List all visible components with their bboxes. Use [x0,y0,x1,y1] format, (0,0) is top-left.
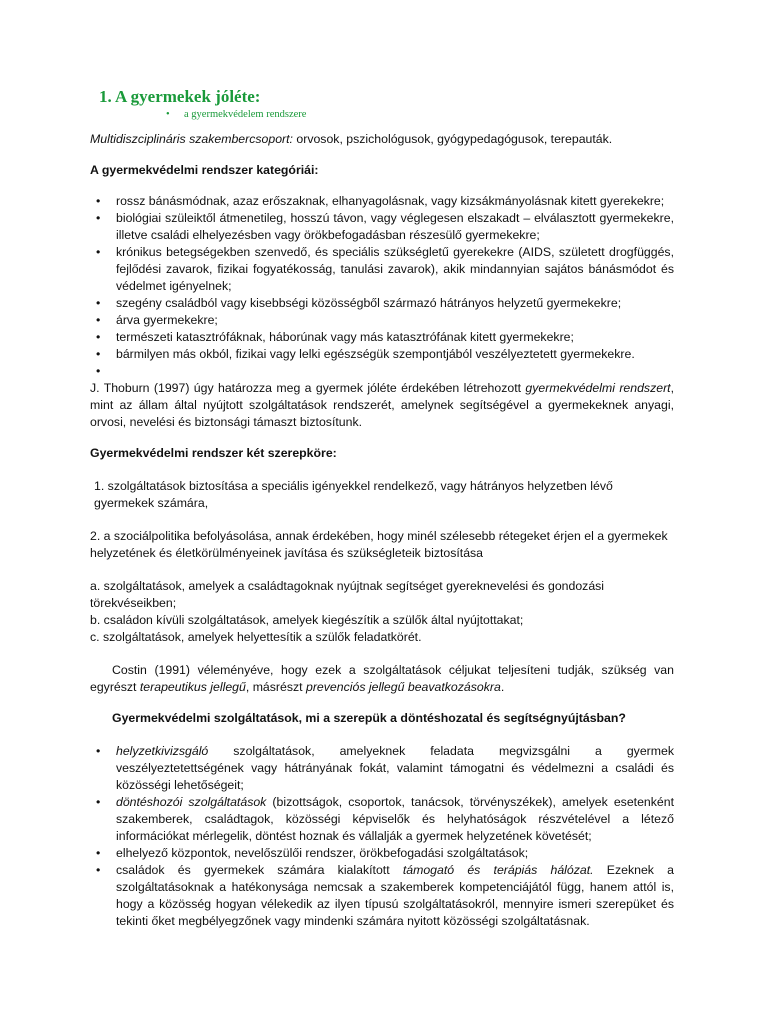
costin-italic-1: terapeutikus jellegű [139,680,246,694]
question-heading: Gyermekvédelmi szolgáltatások, mi a szerepük a döntéshozatal és segítségnyújtásban? [112,711,626,725]
category-text: bármilyen más okból, fizikai vagy lelki egészségük szempontjából veszélyeztetett gyermekekre. [116,347,635,361]
bullet-icon: • [96,364,101,378]
services-list [90,578,674,646]
sub-bullet-text: a gyermekvédelem rendszere [184,109,307,120]
sub-bullet-item [166,108,674,121]
category-text: természeti katasztrófáknak, háborúnak vagy más katasztrófának kitett gyermekekre; [116,330,574,344]
bullet-icon: • [96,347,101,361]
bullet-icon: • [96,211,101,225]
service-role-italic: döntéshozói szolgáltatások [116,795,267,809]
costin-italic-2: prevenciós jellegű beavatkozásokra [306,680,501,694]
bullet-icon: • [96,330,101,344]
service-role-text: szolgáltatások, amelyeknek feladata megvizsgálni a gyermek veszélyeztetettségének vagy hátrányának fokát, valamint támogatni és védelmezni a családi és közösségi lehetőségeit; [116,744,674,792]
category-text: árva gyermekekre; [116,313,218,327]
category-text: rossz bánásmódnak, azaz erőszaknak, elhanyagolásnak, vagy kizsákmányolásnak kitett gyerekekre; [116,194,665,208]
bullet-icon: • [96,863,101,877]
bullet-icon: • [96,245,101,259]
category-item [90,312,674,329]
category-item [90,210,674,244]
service-c: c. szolgáltatások, amelyek helyettesítik a szülők feladatkörét. [90,630,422,644]
costin-text-1: Costin (1991) véleményéve, hogy ezek a szolgáltatások céljukat teljesíteni tudják, szükség van egyrészt [90,663,674,694]
costin-text-3: . [500,680,505,694]
thoburn-text-1: J. Thoburn (1997) úgy határozza meg a gyermek jóléte érdekében létrehozott [90,381,526,395]
service-role-text-2: Ezeknek a szolgáltatásoknak a hatékonysága nemcsak a szakemberek kompetenciájától függ, hanem attól is, hogy a közösség hogyan vélekedik az ilyen típusú szolgáltatásokról, mennyire ismeri szerepüket és tekinti őket megbélyegzőnek vagy mindenki számára nyitott közösségi szolgáltatásnak. [116,863,675,928]
bullet-icon: • [96,846,101,860]
thoburn-italic: gyermekvédelmi rendszert [525,381,671,395]
intro-paragraph [90,131,674,148]
thoburn-text-2: , mint az állam által nyújtott szolgáltatások rendszerét, amelynek segítségével a gyermekeknek anyagi, orvosi, nevelési és biztonsági támaszt biztosítunk. [90,381,674,429]
category-item [90,244,674,295]
bullet-icon: • [96,313,101,327]
roles-title: Gyermekvédelmi rendszer két szerepköre: [90,446,337,460]
intro-rest: orvosok, pszichológusok, gyógypedagógusok, terepauták. [292,132,613,146]
service-role-item [90,743,674,794]
service-role-text: családok és gyermekek számára kialakított [116,863,403,877]
bullet-icon: • [96,795,101,809]
category-text: szegény családból vagy kisebbségi közösségből származó hátrányos helyzetű gyermekekre; [116,296,622,310]
thoburn-paragraph [90,380,674,431]
category-item [90,363,674,380]
service-role-italic: helyzetkivizsgáló [116,744,209,758]
section-heading: 1. A gyermekek jóléte: [99,87,261,106]
bullet-icon: • [166,109,170,120]
services-roles-list [90,743,674,930]
category-text: krónikus betegségekben szenvedő, és speciális szükségletű gyerekekre (AIDS, született drogfüggés, fejlődési zavarok, fizikai fogyatékosság, tanulási zavarok), akik mindannyian sajátos bánásmódot és védelmet igényelnek; [116,245,674,293]
intro-italic: Multidiszciplináris szakembercsoport: [90,132,293,146]
costin-text-2: , másrészt [245,680,306,694]
category-item [90,295,674,312]
category-item [90,346,674,363]
costin-paragraph [90,662,674,696]
bullet-icon: • [96,194,101,208]
categories-title: A gyermekvédelmi rendszer kategóriái: [90,163,319,177]
role-2: 2. a szociálpolitika befolyásolása, annak érdekében, hogy minél szélesebb rétegeket érjen el a gyermekek helyzetének és életkörülményeinek javítása és szükségleteik biztosítása [90,529,668,560]
document-content [90,86,674,930]
categories-list [90,193,674,380]
category-item [90,329,674,346]
service-b: b. családon kívüli szolgáltatások, amelyek kiegészítik a szülők által nyújtottakat; [90,613,524,627]
bullet-icon: • [96,744,101,758]
service-role-text: elhelyező központok, nevelőszülői rendszer, örökbefogadási szolgáltatások; [116,846,529,860]
service-role-item [90,794,674,845]
service-role-item [90,862,674,930]
service-role-item [90,845,674,862]
category-item [90,193,674,210]
bullet-icon: • [96,296,101,310]
role-1: 1. szolgáltatások biztosítása a speciális igényekkel rendelkező, vagy hátrányos helyzetben lévő gyermekek számára, [94,479,613,510]
service-role-italic-2: támogató és terápiás hálózat. [402,863,594,877]
service-a: a. szolgáltatások, amelyek a családtagoknak nyújtnak segítséget gyereknevelési és gondozási törekvéseikben; [90,579,605,610]
service-role-text: (bizottságok, csoportok, tanácsok, törvényszékek), amelyek esetenként szakemberek, családtagok, közösségi képviselők és helyhatóságok részvételével a létező információkat mérlegelik, döntést hoznak és vállalják a gyermek helyzetének követését; [116,795,675,843]
category-text: biológiai szüleiktől átmenetileg, hosszú távon, vagy véglegesen elszakadt – elválasztott gyermekekre, illetve családi elhelyezésben vagy örökbefogadásban részesülő gyermekekre; [116,211,674,242]
